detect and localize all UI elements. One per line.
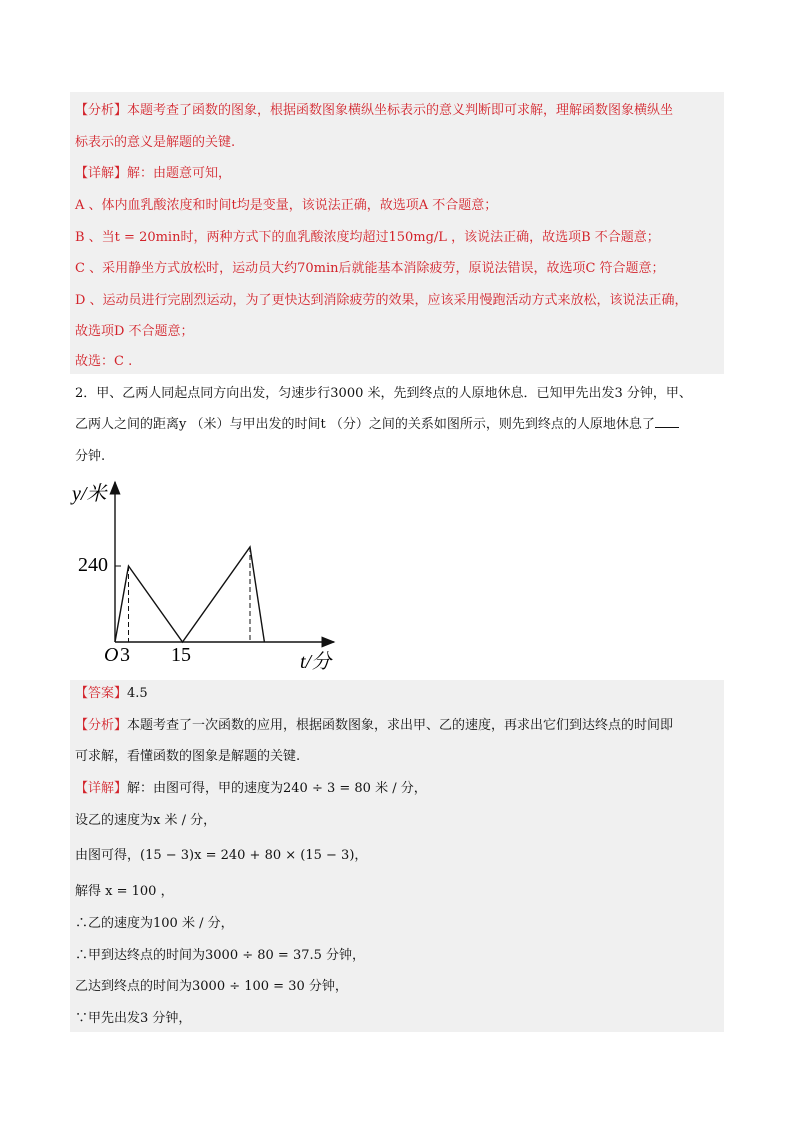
detail-2-line-8: ∵甲先出发3 分钟， <box>75 1011 192 1026</box>
y-tick-label-240: 240 <box>78 554 108 576</box>
question-2-line-3: 分钟. <box>75 449 106 464</box>
analysis-2-line-1 <box>75 716 673 736</box>
analysis-tag: 【分析】 <box>75 103 128 118</box>
analysis-text: 本题考查了函数的图象，根据函数图象横纵坐标表示的意义判断即可求解，理解函数图象横纵坐 <box>127 103 674 118</box>
answer-line <box>75 684 148 704</box>
detail-tag: 【详解】 <box>75 166 128 181</box>
detail-1-option-b: B 、当t = 20min时，两种方式下的血乳酸浓度均超过150mg/L ，该说法正确，故选项B 不合题意； <box>75 230 660 245</box>
detail-2-line-1 <box>75 779 427 799</box>
detail-1-intro <box>75 164 231 184</box>
distance-series-line <box>115 547 264 642</box>
detail-2-line-7: 乙达到终点的时间为3000 ÷ 100 = 30 分钟， <box>75 979 348 994</box>
x-tick-label-15: 15 <box>171 644 191 666</box>
analysis-1-line-1 <box>75 101 673 121</box>
distance-time-graph <box>60 470 360 675</box>
detail-1-option-a: A 、体内血乳酸浓度和时间t均是变量，该说法正确，故选项A 不合题意； <box>75 198 498 213</box>
detail-2-text: 解：由图可得，甲的速度为240 ÷ 3 = 80 米 / 分， <box>127 781 427 796</box>
y-axis-label: y/米 <box>72 483 107 505</box>
answer-value: 4.5 <box>127 686 148 701</box>
analysis-1-line-2: 标表示的意义是解题的关键. <box>75 135 236 150</box>
detail-2-line-5: ∴乙的速度为100 米 / 分， <box>75 916 234 931</box>
question-2-line-2-text: 乙两人之间的距离y （米）与甲出发的时间t （分）之间的关系如图所示，则先到终点的人原地休息了 <box>75 417 655 432</box>
analysis-2-tag: 【分析】 <box>75 718 128 733</box>
detail-2-line-6: ∴甲到达终点的时间为3000 ÷ 80 = 37.5 分钟， <box>75 948 366 963</box>
analysis-2-text: 本题考查了一次函数的应用，根据函数图象，求出甲、乙的速度，再求出它们到达终点的时间即 <box>127 718 674 733</box>
detail-2-line-3: 由图可得，(15 − 3)x = 240 + 80 × (15 − 3)， <box>75 848 368 863</box>
origin-label: O <box>104 644 119 666</box>
detail-2-line-2: 设乙的速度为x 米 / 分， <box>75 813 217 828</box>
analysis-2-line-2: 可求解，看懂函数的图象是解题的关键. <box>75 749 301 764</box>
x-tick-label-3: 3 <box>120 644 130 666</box>
detail-1-choice: 故选：C . <box>75 354 133 369</box>
detail-intro-text: 解：由题意可知， <box>127 166 232 181</box>
x-axis-label: t/分 <box>300 651 332 673</box>
question-2-line-1: 2．甲、乙两人同起点同方向出发，匀速步行3000 米，先到终点的人原地休息．已知甲先出发3 分钟，甲、 <box>75 386 692 401</box>
answer-tag: 【答案】 <box>75 686 128 701</box>
detail-1-option-d-line-1: D 、运动员进行完剧烈运动，为了更快达到消除疲劳的效果，应该采用慢跑活动方式来放松，该说法正确， <box>75 293 688 308</box>
detail-1-option-c: C 、采用静坐方式放松时，运动员大约70min后就能基本消除疲劳，原说法错误，故选项C 符合题意； <box>75 261 665 276</box>
detail-2-tag: 【详解】 <box>75 781 128 796</box>
detail-2-line-4: 解得 x = 100 ， <box>75 884 174 899</box>
detail-1-option-d-line-2: 故选项D 不合题意； <box>75 324 194 339</box>
answer-blank <box>655 415 679 428</box>
question-2-line-2 <box>75 415 679 435</box>
